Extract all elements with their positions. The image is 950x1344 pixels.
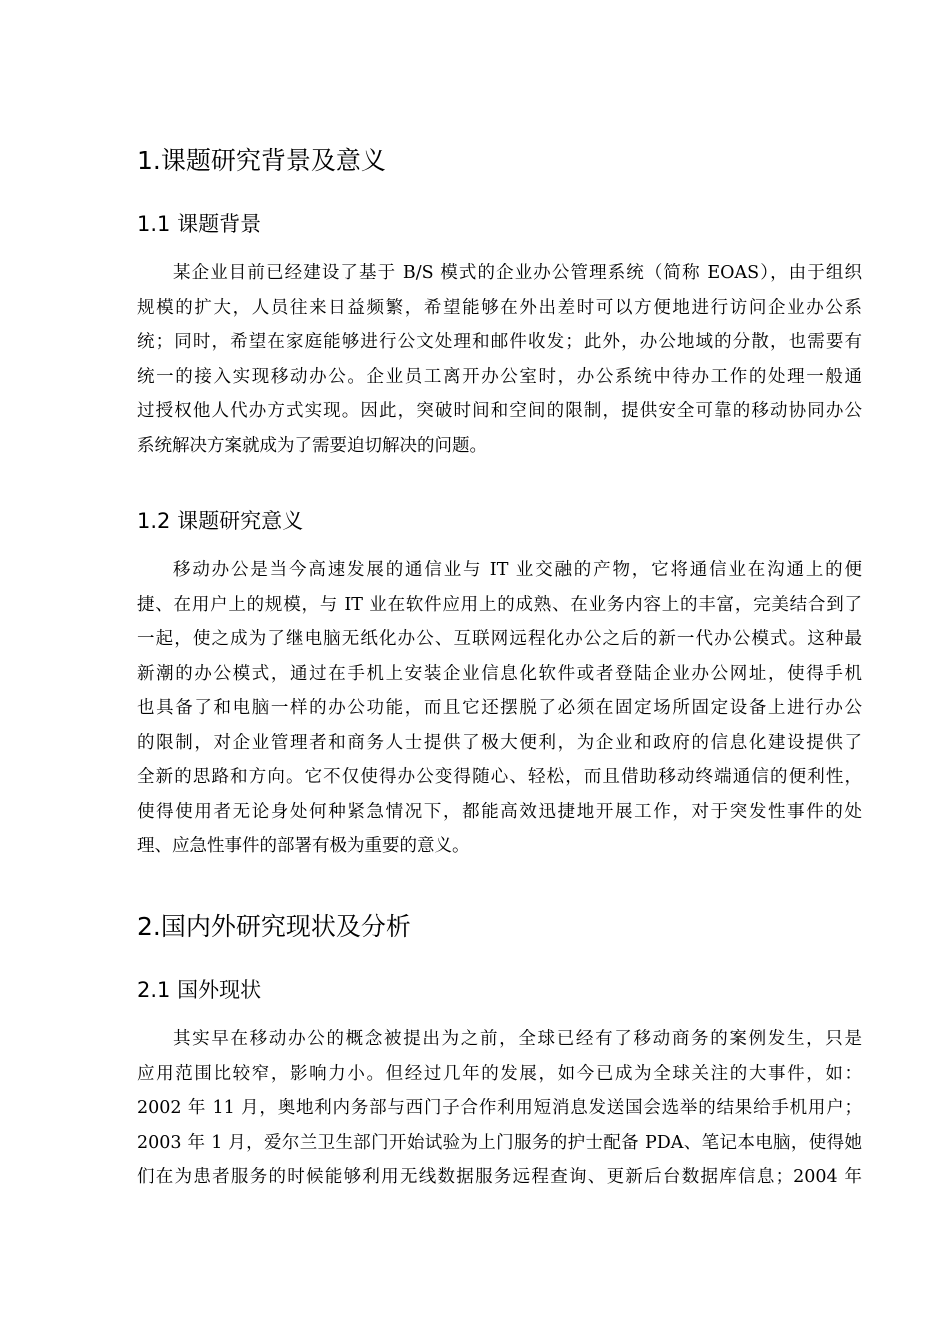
subsection-2-1-paragraph	[137, 1022, 862, 1195]
paragraph-line: 也具备了和电脑一样的办公功能，而且它还摆脱了必须在固定场所固定设备上进行办公	[137, 698, 862, 718]
section-1-title: 1.课题研究背景及意义	[137, 146, 386, 175]
paragraph-line: 一起，使之成为了继电脑无纸化办公、互联网远程化办公之后的新一代办公模式。这种最	[137, 629, 862, 649]
paragraph-line: 统；同时，希望在家庭能够进行公文处理和邮件收发；此外，办公地域的分散，也需要有	[137, 332, 862, 352]
paragraph-line: 们在为患者服务的时候能够利用无线数据服务远程查询、更新后台数据库信息；2004 年	[137, 1167, 862, 1187]
paragraph-line: 规模的扩大，人员往来日益频繁，希望能够在外出差时可以方便地进行访问企业办公系	[137, 297, 862, 318]
paragraph-line: 过授权他人代办方式实现。因此，突破时间和空间的限制，提供安全可靠的移动协同办公	[137, 401, 862, 421]
paragraph-line: 的限制，对企业管理者和商务人士提供了极大便利，为企业和政府的信息化建设提供了	[137, 732, 862, 753]
subsection-1-1-paragraph	[137, 256, 862, 463]
section-2-title: 2.国内外研究现状及分析	[137, 912, 411, 941]
paragraph-line: 全新的思路和方向。它不仅使得办公变得随心、轻松，而且借助移动终端通信的便利性，	[137, 767, 862, 787]
paragraph-line: 捷、在用户上的规模，与 IT 业在软件应用上的成熟、在业务内容上的丰富，完美结合到了	[137, 594, 862, 615]
subsection-2-1-title: 2.1 国外现状	[137, 978, 262, 1002]
paragraph-line: 新潮的办公模式，通过在手机上安装企业信息化软件或者登陆企业办公网址，使得手机	[137, 663, 862, 684]
subsection-1-2-paragraph	[137, 553, 862, 864]
paragraph-line: 统一的接入实现移动办公。企业员工离开办公室时，办公系统中待办工作的处理一般通	[137, 366, 862, 387]
paragraph-line: 移动办公是当今高速发展的通信业与 IT 业交融的产物，它将通信业在沟通上的便	[173, 560, 862, 580]
subsection-1-2-title: 1.2 课题研究意义	[137, 509, 304, 533]
paragraph-line: 使得使用者无论身处何种紧急情况下，都能高效迅捷地开展工作，对于突发性事件的处	[137, 801, 862, 822]
paragraph-line: 2003 年 1 月，爱尔兰卫生部门开始试验为上门服务的护士配备 PDA、笔记本电脑，使得她	[137, 1132, 862, 1153]
paragraph-line: 其实早在移动办公的概念被提出为之前，全球已经有了移动商务的案例发生，只是	[173, 1029, 862, 1049]
paragraph-line: 系统解决方案就成为了需要迫切解决的问题。	[137, 435, 487, 456]
subsection-1-1-title: 1.1 课题背景	[137, 212, 262, 236]
paragraph-line: 理、应急性事件的部署有极为重要的意义。	[137, 836, 470, 856]
paragraph-line: 2002 年 11 月，奥地利内务部与西门子合作利用短消息发送国会选举的结果给手机用户；	[137, 1098, 862, 1118]
paragraph-line: 应用范围比较窄，影响力小。但经过几年的发展，如今已成为全球关注的大事件，如：	[137, 1063, 862, 1084]
paragraph-line: 某企业目前已经建设了基于 B/S 模式的企业办公管理系统（简称 EOAS），由于组织	[173, 263, 862, 283]
